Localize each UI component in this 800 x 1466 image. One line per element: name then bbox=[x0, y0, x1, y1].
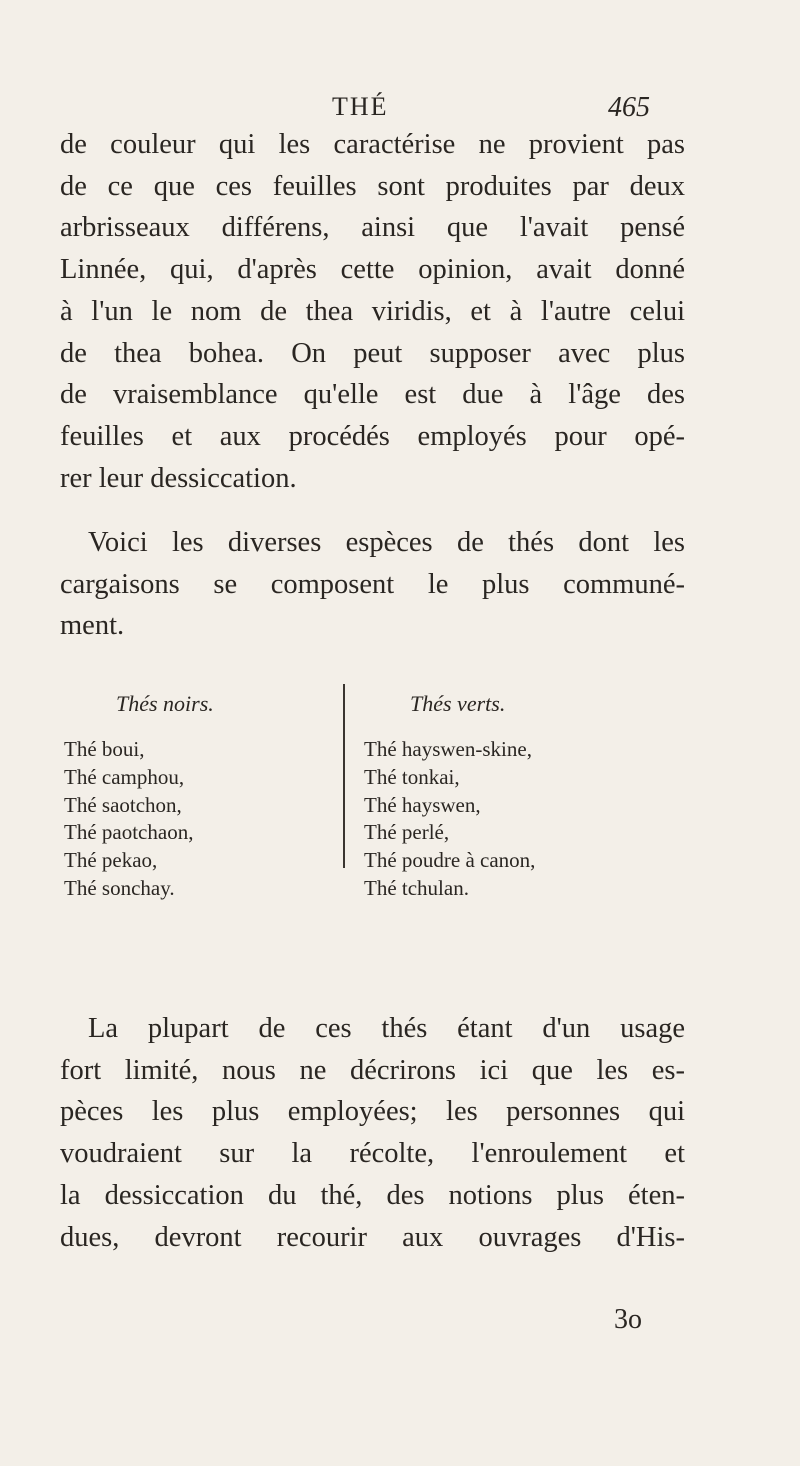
black-teas-heading: Thés noirs. bbox=[116, 691, 214, 716]
text-line: Voici les diverses espèces de thés dont les bbox=[88, 527, 685, 558]
green-teas-column bbox=[364, 688, 684, 903]
green-teas-list bbox=[364, 736, 684, 903]
paragraph-2 bbox=[60, 522, 685, 647]
list-item: Thé paotchaon, bbox=[64, 820, 194, 845]
text-line: rer leur dessiccation. bbox=[60, 462, 297, 494]
paragraph-3 bbox=[60, 1008, 685, 1258]
text-line: pèces les plus employées; les personnes qui bbox=[60, 1096, 685, 1128]
paragraph-1 bbox=[60, 124, 685, 499]
text-line: ment. bbox=[60, 610, 125, 642]
list-item: Thé poudre à canon, bbox=[364, 848, 536, 873]
text-line: de couleur qui les caractérise ne provient pas bbox=[60, 129, 685, 160]
list-item: Thé saotchon, bbox=[64, 792, 182, 817]
list-item: Thé camphou, bbox=[64, 764, 185, 789]
page-number: 465 bbox=[608, 92, 650, 123]
list-item: Thé sonchay. bbox=[64, 875, 175, 900]
text-line: Linnée, qui, d'après cette opinion, avait donné bbox=[60, 254, 685, 286]
running-title: THÉ bbox=[332, 92, 389, 121]
list-item: Thé pekao, bbox=[64, 848, 158, 873]
list-item: Thé hayswen-skine, bbox=[364, 737, 532, 761]
text-line: la dessiccation du thé, des notions plus éten- bbox=[60, 1179, 685, 1211]
text-line: feuilles et aux procédés employés pour opé- bbox=[60, 420, 685, 452]
text-line: de vraisemblance qu'elle est due à l'âge des bbox=[60, 379, 685, 411]
text-line: dues, devront recourir aux ouvrages d'His- bbox=[60, 1221, 685, 1253]
text-line: cargaisons se composent le plus communé- bbox=[60, 568, 685, 600]
text-line: fort limité, nous ne décrirons ici que les es- bbox=[60, 1054, 685, 1086]
list-item: Thé tchulan. bbox=[364, 875, 469, 900]
list-item: Thé perlé, bbox=[364, 820, 450, 845]
text-line: à l'un le nom de thea viridis, et à l'autre celui bbox=[60, 295, 685, 327]
green-teas-heading: Thés verts. bbox=[410, 691, 506, 716]
list-item: Thé boui, bbox=[64, 737, 145, 761]
list-item: Thé hayswen, bbox=[364, 792, 481, 817]
text-line: de ce que ces feuilles sont produites par deux bbox=[60, 170, 685, 202]
signature-mark: 3o bbox=[614, 1304, 642, 1335]
text-line: arbrisseaux différens, ainsi que l'avait pensé bbox=[60, 212, 685, 244]
text-line: voudraient sur la récolte, l'enroulement et bbox=[60, 1138, 685, 1170]
text-line: La plupart de ces thés étant d'un usage bbox=[88, 1013, 685, 1044]
black-teas-column bbox=[60, 688, 340, 903]
black-teas-list bbox=[60, 736, 340, 903]
tea-lists bbox=[60, 688, 685, 900]
column-divider bbox=[343, 684, 345, 868]
text-line: de thea bohea. On peut supposer avec plus bbox=[60, 337, 685, 369]
list-item: Thé tonkai, bbox=[364, 764, 460, 789]
